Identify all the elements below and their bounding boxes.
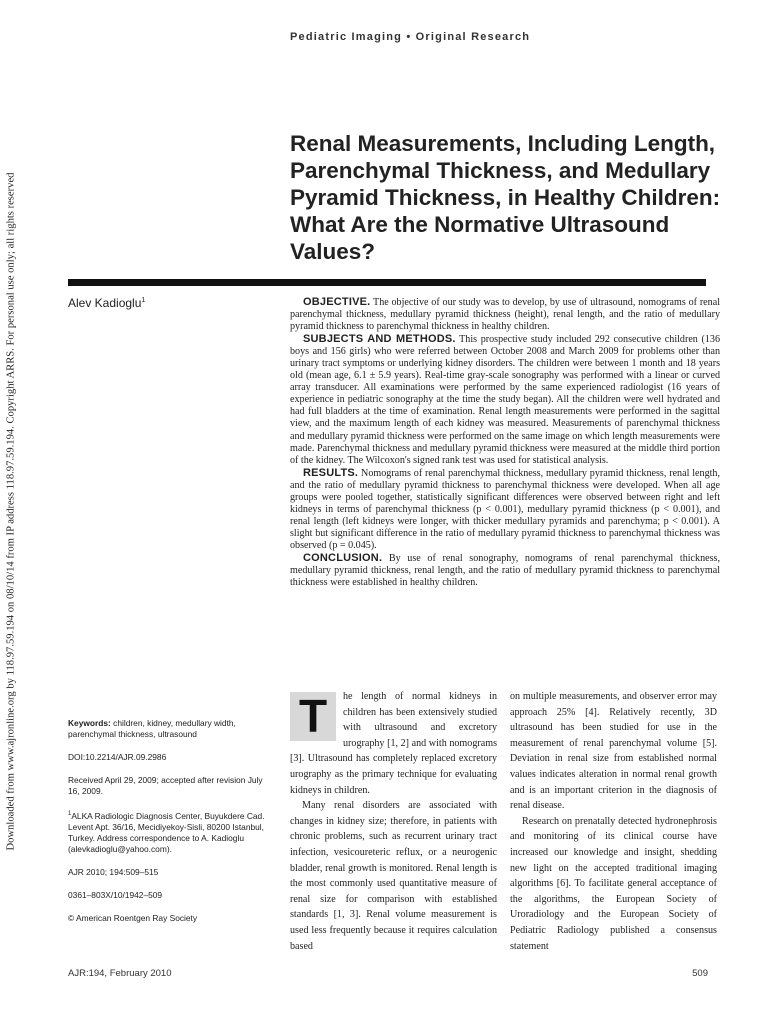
copyright: © American Roentgen Ray Society <box>68 912 198 923</box>
objective-text: The objective of our study was to develop, by use of ultrasound, nomograms of renal parenchymal thickness, medullary pyramid thickness (height), renal length, and the ratio of medullary pyramid thickness to parenchymal thickness in healthy children. <box>290 297 720 333</box>
drop-cap: T <box>290 692 336 741</box>
issn: 0361–803X/10/1942–509 <box>68 889 163 900</box>
download-notice: Downloaded from www.ajronline.org by 118.97.59.194 on 08/10/14 from IP address 118.97.59.194. Copyright ARRS. For personal use only; all rights reserved <box>5 172 17 851</box>
intro-paragraph-2: Many renal disorders are associated with changes in kidney size; therefore, in patients with chronic problems, such as recurrent urinary tract infection, vesicoureteric reflux, or a neurogenic bladder, renal growth is monitored. Renal length is the most commonly used quantitative measure of renal size for comparison with established standards [1, 3]. Renal volume measurement is used less frequently because it requires calculation based <box>290 800 497 952</box>
affiliation <box>68 809 268 855</box>
received-dates: Received April 29, 2009; accepted after revision July 16, 2009. <box>68 775 263 796</box>
abstract-methods <box>290 333 720 467</box>
abstract <box>290 296 720 589</box>
author-affiliation-mark: 1 <box>141 297 146 304</box>
article-title: Renal Measurements, Including Length, Parenchymal Thickness, and Medullary Pyramid Thickness, in Healthy Children: What Are the Normative Ultrasound Values? <box>290 131 721 264</box>
intro-paragraph-1-text: he length of normal kidneys in children has been extensively studied with ultrasound and excretory urography [1, 2] and with nomograms [3]. Ultrasound has completely replaced excretory urography as the primary technique for evaluating kidneys in children. <box>290 691 497 796</box>
page-number: 509 <box>692 968 708 979</box>
body-column-2 <box>510 689 717 954</box>
author <box>68 296 145 310</box>
intro-paragraph-3: on multiple measurements, and observer error may approach 25% [4]. Relatively recently, 3D ultrasound has been studied for use in the measurement of renal parenchymal volume [5]. Deviation in renal size from established normal values indicates alteration in normal renal growth and is an important criterion in the diagnosis of renal disease. <box>510 691 717 812</box>
objective-heading: OBJECTIVE. <box>303 296 371 308</box>
running-head: Pediatric Imaging • Original Research <box>290 31 531 43</box>
body-column-1 <box>290 689 497 954</box>
title-rule <box>68 279 706 286</box>
keywords-list: children, kidney, medullary width, parenchymal thickness, ultrasound <box>68 718 236 739</box>
abstract-conclusion <box>290 552 720 589</box>
conclusion-heading: CONCLUSION. <box>303 551 383 564</box>
affiliation-text: ALKA Radiologic Diagnosis Center, Buyukdere Cad. Levent Apt. 36/16, Mecidiyekoy-Sisli, 80200 Istanbul, Turkey. Address correspondence to A. Kadioglu (alevkadioglu@yahoo.com). <box>68 810 265 854</box>
doi: DOI:10.2214/AJR.09.2986 <box>68 752 167 762</box>
keywords <box>68 718 268 740</box>
affiliation-mark: 1 <box>68 811 72 817</box>
methods-text: This prospective study included 292 consecutive children (136 boys and 156 girls) who were referred between October 2008 and March 2009 for problems other than urinary tract symptoms or underlying kidney disorders. The children were between 1 month and 18 years old (mean age, 6.1 ± 5.9 years). Real-time gray-scale sonography was performed with a linear or curved array transducer. All examinations were performed by the same experienced radiologist (16 years of experience in pediatric sonography at the time the study began). All the children were well hydrated and had full bladders at the time of examination. Renal length measurements were performed in the sagittal view, and the maximum length of each kidney was measured. Measurements of parenchymal thickness and medullary pyramid thickness were performed on the same image on which length measurements were made. Parenchymal thickness and medullary pyramid thickness were measured at the middle third portion of the kidney. The Wilcoxon's signed rank test was used for statistical analysis. <box>290 334 720 466</box>
intro-paragraph-4: Research on prenatally detected hydronephrosis and monitoring of its clinical course have increased our knowledge and insight, shedding new light on the accepted traditional imaging algorithms [6]. To facilitate general acceptance of the algorithms, the European Society of Uroradiology and the European Society of Pediatric Radiology published a consensus statement <box>510 815 717 952</box>
citation: AJR 2010; 194:509–515 <box>68 866 159 877</box>
methods-heading: SUBJECTS AND METHODS. <box>303 333 456 346</box>
keywords-label: Keywords: <box>68 718 111 728</box>
article-metadata <box>68 718 268 936</box>
abstract-results <box>290 467 720 552</box>
author-name: Alev Kadioglu <box>68 296 142 310</box>
conclusion-text: By use of renal sonography, nomograms of renal parenchymal thickness, medullary pyramid thickness, renal length, and the ratio of medullary pyramid thickness to parenchymal thickness were established in healthy children. <box>290 552 720 589</box>
results-text: Nomograms of renal parenchymal thickness, medullary pyramid thickness, renal length, and the ratio of medullary pyramid thickness to parenchymal thickness were developed. When all age groups were pooled together, statistically significant differences were observed between right and left kidneys in terms of parenchymal thickness (p < 0.001), medullary pyramid thickness (p < 0.001), and renal length (left kidneys were longer, with thicker medullary pyramids and parenchyma; p < 0.001). A slight but significant difference in the ratio of medullary pyramid thickness to parenchymal thickness was observed (p = 0.045). <box>290 467 720 551</box>
intro-paragraph-1 <box>290 689 497 798</box>
abstract-objective <box>290 296 720 333</box>
footer-journal: AJR:194, February 2010 <box>68 968 172 979</box>
results-heading: RESULTS. <box>303 466 359 479</box>
